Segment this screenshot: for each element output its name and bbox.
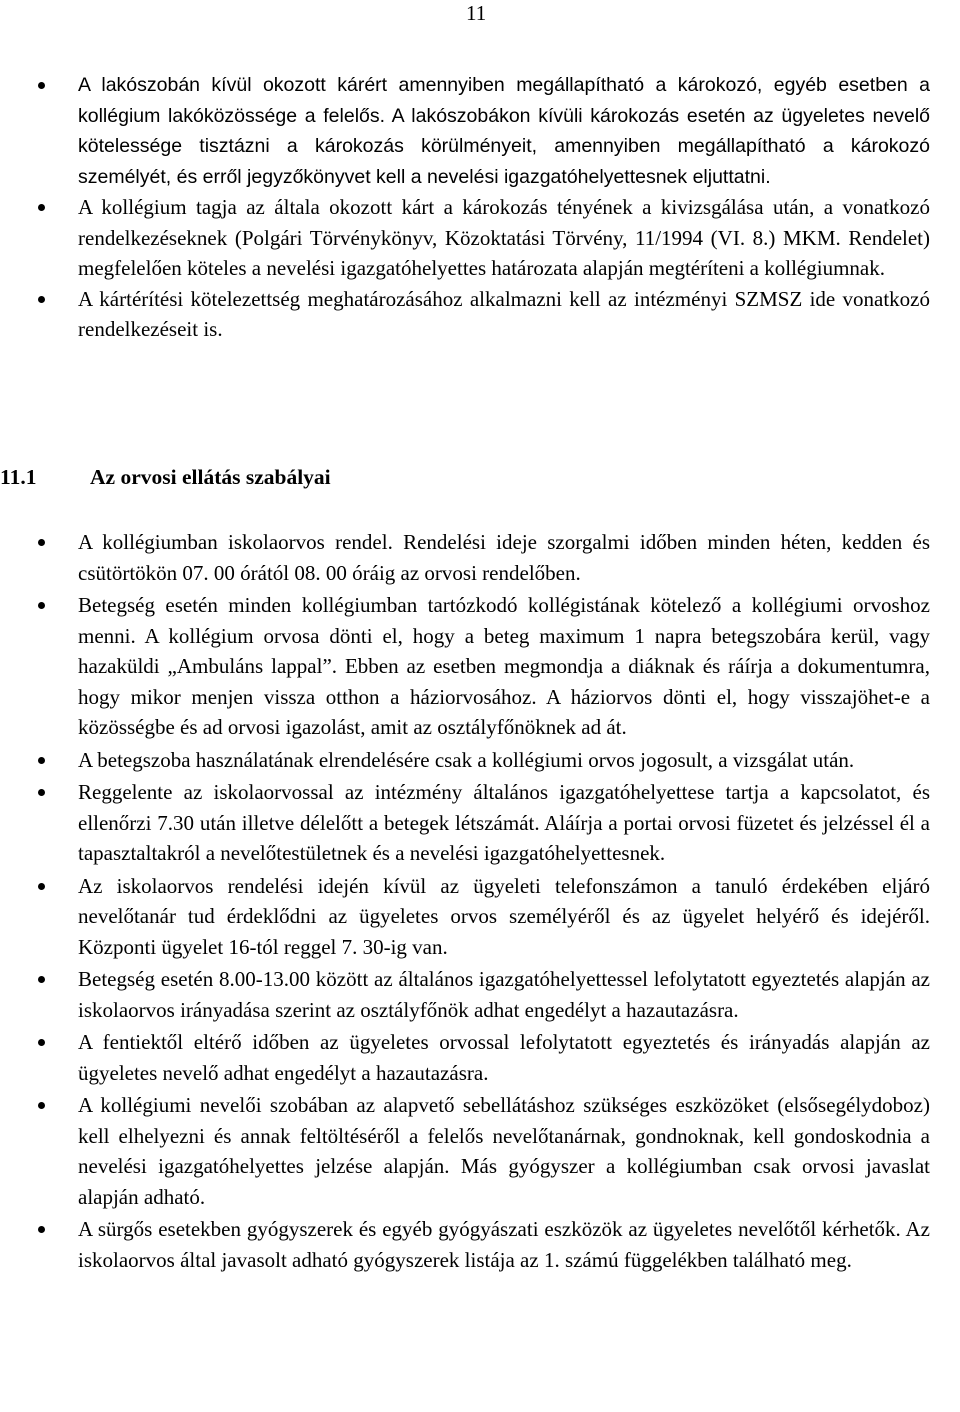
list-item: A kártérítési kötelezettség meghatározásához alkalmazni kell az intézményi SZMSZ ide vonatkozó rendelkezéseit is. [0, 284, 930, 345]
list-item: A kollégium tagja az általa okozott kárt a károkozás tényének a kivizsgálása után, a vonatkozó rendelkezéseknek (Polgári Törvénykönyv, Közoktatási Törvény, 11/1994 (VI. 8.) MKM. Rendelet) megfelelően köteles a nevelési igazgatóhelyettes határozata alapján megtéríteni a kollégiumnak. [0, 192, 930, 284]
list-item: Reggelente az iskolaorvossal az intézmény általános igazgatóhelyettese tartja a kapcsolatot, és ellenőrzi 7.30 után illetve délelőtt a betegek létszámát. Aláírja a portai orvosi füzetet és jelzéssel él a tapasztaltakról a nevelőtestületnek és a nevelési igazgatóhelyettesnek. [0, 777, 930, 869]
medical-rules-list [0, 527, 960, 1277]
list-item: Az iskolaorvos rendelési idején kívül az ügyeleti telefonszámon a tanuló érdekében eljáró nevelőtanár tud érdeklődni az ügyeletes orvos személyéről és az ügyelet helyérő és idejéről. Központi ügyelet 16-tól reggel 7. 30-ig van. [0, 871, 930, 963]
page-number: 11 [466, 1, 487, 25]
list-item: Betegség esetén 8.00-13.00 között az általános igazgatóhelyettessel lefolytatott egyeztetés alapján az iskolaorvos irányadása szerint az osztályfőnök adhat engedélyt a hazautazásra. [0, 964, 930, 1025]
list-item: A fentiektől eltérő időben az ügyeletes orvossal lefolytatott egyeztetés és irányadás alapján az ügyeletes nevelő adhat engedélyt a hazautazásra. [0, 1027, 930, 1088]
list-item: A sürgős esetekben gyógyszerek és egyéb gyógyászati eszközök az ügyeletes nevelőtől kérhetők. Az iskolaorvos által javasolt adható gyógyszerek listája az 1. számú függelékben található meg. [0, 1214, 930, 1275]
section-number: 11.1 [0, 465, 37, 489]
list-item: A lakószobán kívül okozott kárért amennyiben megállapítható a károkozó, egyéb esetben a kollégium lakóközössége a felelős. A lakószobákon kívüli károkozás esetén az ügyeletes nevelő kötelessége tisztázni a károkozás körülményeit, amennyiben megállapítható a károkozó személyét, és erről jegyzőkönyvet kell a nevelési igazgatóhelyettesnek eljuttatni. [0, 70, 930, 192]
list-item: A kollégiumi nevelői szobában az alapvető sebellátáshoz szükséges eszközöket (elsősegélydoboz) kell elhelyezni és annak feltöltéséről a felelős nevelőtanárnak, gondnoknak, kell gondoskodnia a nevelési igazgatóhelyettes jelzése alapján. Más gyógyszer a kollégiumban csak orvosi javaslat alapján adható. [0, 1090, 930, 1212]
list-item: A betegszoba használatának elrendelésére csak a kollégiumi orvos jogosult, a vizsgálat után. [0, 745, 930, 776]
list-item: A kollégiumban iskolaorvos rendel. Rendelési ideje szorgalmi időben minden héten, kedden és csütörtökön 07. 00 órától 08. 00 óráig az orvosi rendelőben. [0, 527, 930, 588]
liability-list [0, 70, 960, 345]
section-title: Az orvosi ellátás szabályai [90, 465, 331, 489]
list-item: Betegség esetén minden kollégiumban tartózkodó kollégistának kötelező a kollégiumi orvoshoz menni. A kollégium orvosa dönti el, hogy a beteg maximum 1 napra betegszobára kerül, vagy hazaküldi „Ambuláns lappal”. Ebben az esetben megmondja a diáknak és ráírja a dokumentumra, hogy mikor menjen vissza otthon a háziorvosához. A háziorvos dönti el, hogy visszajöhet-e a közösségbe és ad orvosi igazolást, amit az osztályfőnöknek ad át. [0, 590, 930, 743]
